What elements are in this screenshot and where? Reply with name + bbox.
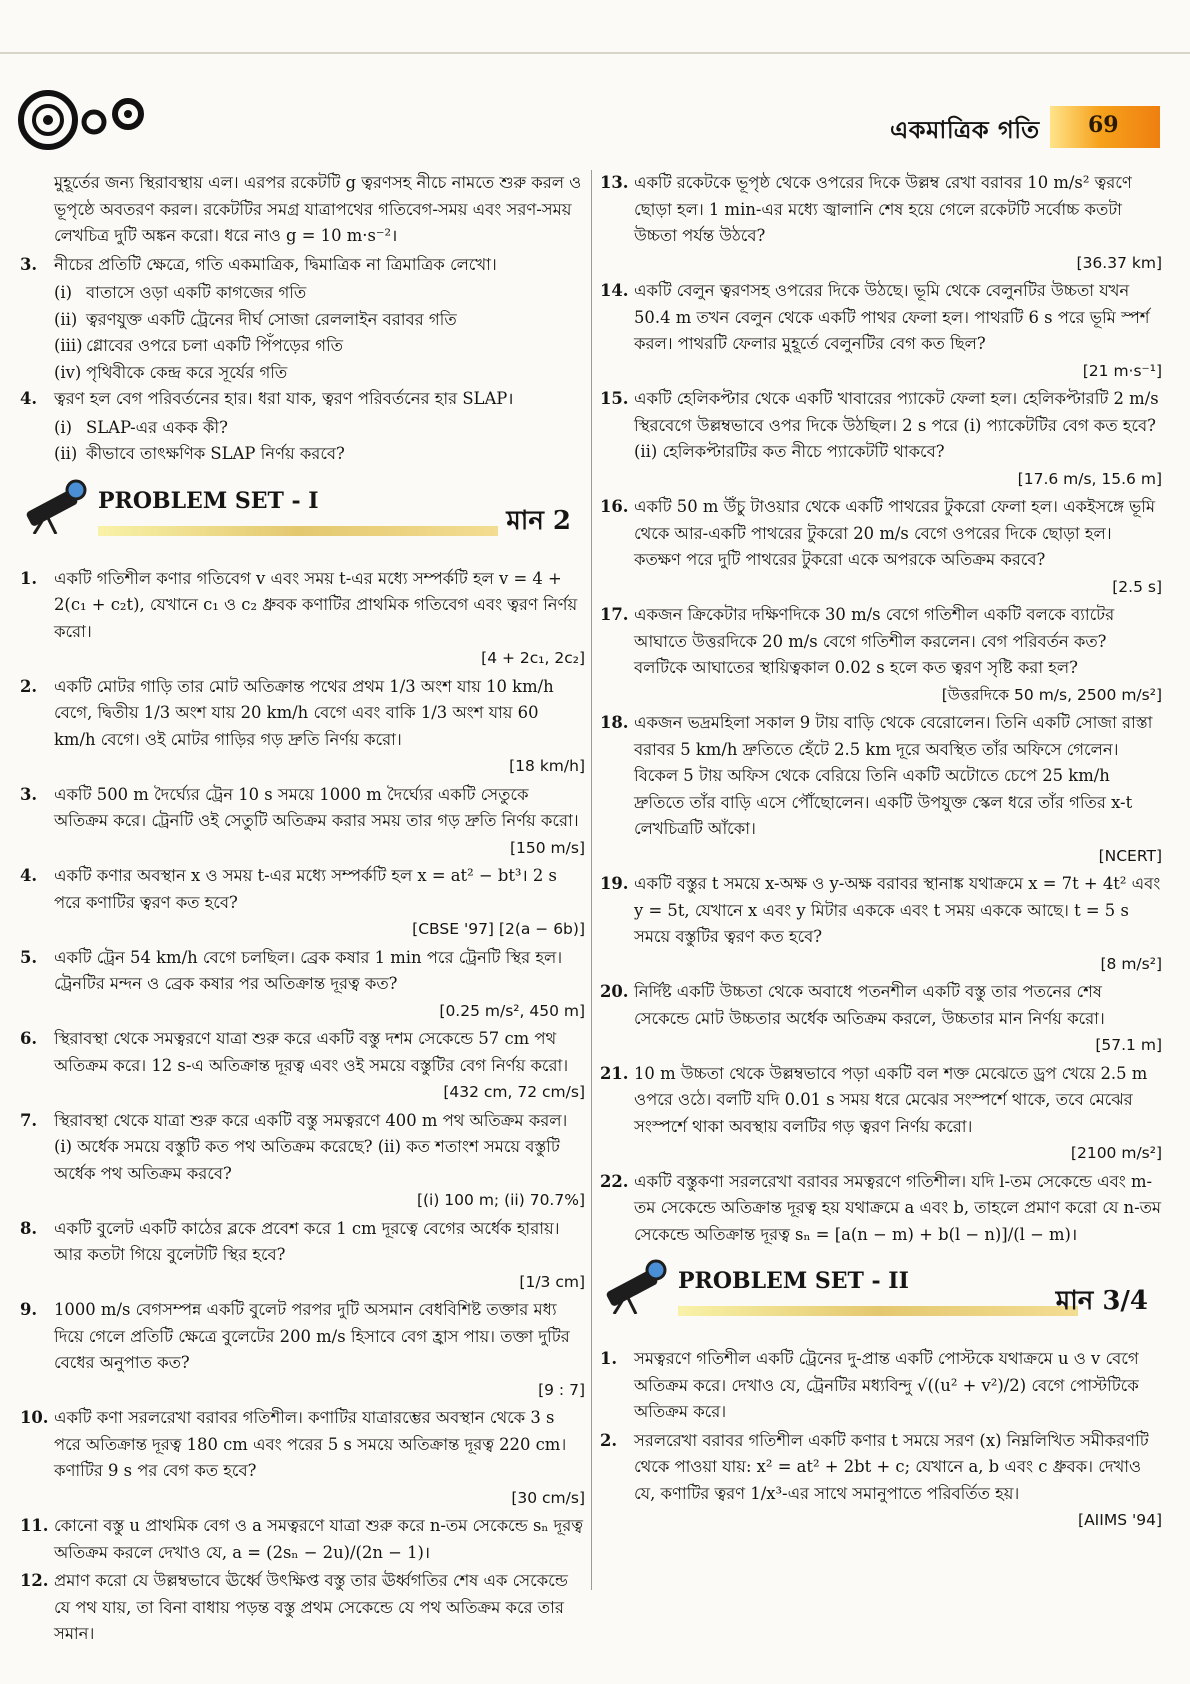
problem-6: 6. স্থিরাবস্থা থেকে সমত্বরণে যাত্রা শুরু করে একটি বস্তু দশম সেকেন্ডে 57 cm পথ অতিক্রম করে। 12 s-এ অতিক্রান্ত দূরত্ব এবং ওই সময়ে বস্তুটির বেগ নির্ণয় করো। [432 cm, 72 cm/s] [20,1026,585,1106]
answer: [উত্তরদিকে 50 m/s, 2500 m/s²] [941,685,1162,704]
column-divider [591,170,592,1590]
answer: [36.37 km] [1076,253,1162,272]
answer: [AIIMS '94] [1078,1511,1162,1529]
header-rule [0,52,1190,54]
gear-brain-logo-icon [16,84,166,154]
list-item: (i) SLAP-এর একক কী? [54,417,228,437]
problem-1: 1. একটি গতিশীল কণার গতিবেগ v এবং সময় t-এর মধ্যে সম্পর্কটি হল v = 4 + 2(c₁ + c₂t), যেখানে c₁ ও c₂ ধ্রুবক কণাটির প্রাথমিক গতিবেগ এবং ত্বরণ নির্ণয় করো। [4 + 2c₁, 2c₂] [20,566,585,672]
problem-22: 22. একটি বস্তুকণা সরলরেখা বরাবর সমত্বরণে গতিশীল। যদি l-তম সেকেন্ডে এবং m-তম সেকেন্ডে অতিক্রান্ত দূরত্ব হয় যথাক্রমে a এবং b, তাহলে প্রমাণ করো যে n-তম সেকেন্ডে অতিক্রান্ত দূরত্ব sₙ = [a(n − m) + b(l − n)]/(l − m)। [600,1171,1162,1244]
answer: [17.6 m/s, 15.6 m] [1017,469,1162,488]
question-3 [20,252,585,279]
problem-set-title: PROBLEM SET - II [678,1268,909,1294]
problem-2: 2. একটি মোটর গাড়ি তার মোট অতিক্রান্ত পথের প্রথম 1/3 অংশ যায় 10 km/h বেগে, দ্বিতীয় 1/3 অংশ যায় 20 km/h বেগে এবং বাকি 1/3 অংশ যায় 60 km/h বেগে। ওই মোটর গাড়ির গড় দ্রুতি নির্ণয় করো। [18 km/h] [20,674,585,780]
problem-set-1-header [20,474,585,562]
problem-7: 7. স্থিরাবস্থা থেকে যাত্রা শুরু করে একটি বস্তু সমত্বরণে 400 m পথ অতিক্রম করল। (i) অর্ধেক সময়ে বস্তুটি কত পথ অতিক্রম করেছে? (ii) কত শতাংশ সময়ে বস্তুটি অর্ধেক পথ অতিক্রম করবে? [(i) 100 m; (ii) 70.7%] [20,1108,585,1214]
question-4 [20,386,585,413]
answer: [4 + 2c₁, 2c₂] [481,649,585,667]
answer: [150 m/s] [509,838,585,857]
marks-label: মান 2 [506,505,571,536]
chapter-title: একমাত্রিক গতি [890,115,1040,144]
problem-set-bar [678,1306,1078,1316]
set2-problem-2: 2. সরলরেখা বরাবর গতিশীল একটি কণার t সময়ে সরণ (x) নিম্নলিখিত সমীকরণটি থেকে পাওয়া যায়: x² = at² + 2bt + c; যেখানে a, b এবং c ধ্রুবক। দেখাও যে, কণাটির ত্বরণ 1/x³-এর সাথে সমানুপাতে পরিবর্তিত হয়। [AIIMS '94] [600,1428,1162,1534]
problem-14: 14. একটি বেলুন ত্বরণসহ ওপরের দিকে উঠছে। ভূমি থেকে বেলুনটির উচ্চতা যখন 50.4 m তখন বেলুন থেকে একটি পাথর ফেলা হল। পাথরটি 6 s পরে ভূমি স্পর্শ করল। পাথরটি ফেলার মুহূর্তে বেলুনটির বেগ কত ছিল? [21 m·s⁻¹] [600,278,1162,384]
answer: [9 : 7] [538,1380,585,1399]
telescope-icon [20,478,90,534]
list-item: (ii) ত্বরণযুক্ত একটি ট্রেনের দীর্ঘ সোজা রেললাইন বরাবর গতি [54,309,457,329]
answer: [18 km/h] [509,757,585,775]
answer: [1/3 cm] [519,1272,585,1291]
problem-19: 19. একটি বস্তুর t সময়ে x-অক্ষ ও y-অক্ষ বরাবর স্থানাঙ্ক যথাক্রমে x = 7t + 4t² এবং y = 5t, যেখানে x এবং y মিটার এককে এবং t সময় এককে আছে। t = 5 s সময়ে বস্তুটির ত্বরণ কত হবে? [8 m/s²] [600,871,1162,977]
problem-4: 4. একটি কণার অবস্থান x ও সময় t-এর মধ্যে সম্পর্কটি হল x = at² − bt³। 2 s পরে কণাটির ত্বরণ কত হবে? [CBSE '97] [2(a − 6b)] [20,863,585,943]
answer: [2100 m/s²] [1070,1144,1162,1162]
problem-20: 20. নির্দিষ্ট একটি উচ্চতা থেকে অবাধে পতনশীল একটি বস্তু তার পতনের শেষ সেকেন্ডে মোট উচ্চতার অর্ধেক অতিক্রম করলে, উচ্চতার মান নির্ণয় করো। [57.1 m] [600,979,1162,1059]
problem-17: 17. একজন ক্রিকেটার দক্ষিণদিকে 30 m/s বেগে গতিশীল একটি বলকে ব্যাটের আঘাতে উত্তরদিকে 20 m/s বেগে গতিশীল করলেন। বেগ পরিবর্তন কত? বলটিকে আঘাতের স্থায়িত্বকাল 0.02 s হলে কত ত্বরণ সৃষ্টি করা হল? [উত্তরদিকে 50 m/s, 2500 m/s²] [600,602,1162,708]
question-number: 4. [20,389,38,408]
marks-label: মান 3/4 [1055,1286,1148,1316]
question-text: নীচের প্রতিটি ক্ষেত্রে, গতি একমাত্রিক, দ্বিমাত্রিক না ত্রিমাত্রিক লেখো। [54,254,497,274]
answer: [8 m/s²] [1100,954,1162,973]
problem-5: 5. একটি ট্রেন 54 km/h বেগে চলছিল। ব্রেক কষার 1 min পরে ট্রেনটি স্থির হল। ট্রেনটির মন্দন ও ব্রেক কষার পর অতিক্রান্ত দূরত্ব কত? [0.25 m/s², 450 m] [20,945,585,1025]
answer: [57.1 m] [1095,1036,1162,1054]
list-item: (i) বাতাসে ওড়া একটি কাগজের গতি [54,283,307,302]
answer: [21 m·s⁻¹] [1082,361,1162,380]
problem-12: 12. প্রমাণ করো যে উল্লম্বভাবে ঊর্ধ্বে উৎক্ষিপ্ত বস্তু তার ঊর্ধ্বগতির শেষ এক সেকেন্ডে যে পথ যায়, তা বিনা বাধায় পড়ন্ত বস্তু প্রথম সেকেন্ডে যে পথ অতিক্রম করে তার সমান। [20,1571,568,1643]
left-column [20,170,585,1650]
list-item: (ii) কীভাবে তাৎক্ষণিক SLAP নির্ণয় করবে? [54,444,345,463]
answer: [NCERT] [1098,846,1162,865]
problem-16: 16. একটি 50 m উঁচু টাওয়ার থেকে একটি পাথরের টুকরো ফেলা হল। একইসঙ্গে ভূমি থেকে আর-একটি পাথরের টুকরো 20 m/s বেগে ওপরের দিকে ছোড়া হল। কতক্ষণ পরে দুটি পাথরের টুকরো একে অপরকে অতিক্রম করবে? [2.5 s] [600,494,1162,600]
question-4-subitems [20,415,585,468]
intro-text: মুহূর্তের জন্য স্থিরাবস্থায় এল। এরপর রকেটটি g ত্বরণসহ নীচে নামতে শুরু করল ও ভূপৃষ্ঠে অবতরণ করল। রকেটটির সমগ্র যাত্রাপথের গতিবেগ-সময় এবং সরণ-সময় লেখচিত্র দুটি অঙ্কন করো। ধরে নাও g = 10 m·s⁻²। [54,173,582,245]
answer: [432 cm, 72 cm/s] [443,1083,585,1101]
problem-8: 8. একটি বুলেট একটি কাঠের ব্লকে প্রবেশ করে 1 cm দূরত্বে বেগের অর্ধেক হারায়। আর কতটা গিয়ে বুলেটটি স্থির হবে? [1/3 cm] [20,1216,585,1296]
answer: [CBSE '97] [2(a − 6b)] [412,920,585,938]
list-item: (iii) গ্লোবের ওপরে চলা একটি পিঁপড়ের গতি [54,336,343,355]
problem-13: 13. একটি রকেটকে ভূপৃষ্ঠ থেকে ওপরের দিকে উল্লম্ব রেখা বরাবর 10 m/s² ত্বরণে ছোড়া হল। 1 min-এর মধ্যে জ্বালানি শেষ হয়ে গেলে রকেটটি সর্বোচ্চ কতটা উচ্চতা পর্যন্ত উঠবে? [36.37 km] [600,170,1162,276]
problem-18: 18. একজন ভদ্রমহিলা সকাল 9 টায় বাড়ি থেকে বেরোলেন। তিনি একটি সোজা রাস্তা বরাবর 5 km/h দ্রুতিতে হেঁটে 2.5 km দূরে অবস্থিত তাঁর অফিসে গেলেন। বিকেল 5 টায় অফিস থেকে বেরিয়ে তিনি একটি অটোতে চেপে 25 km/h দ্রুতিতে তাঁর বাড়ি এসে পৌঁছোলেন। একটি উপযুক্ত স্কেল ধরে তাঁর গতির x-t লেখচিত্রটি আঁকো। [NCERT] [600,710,1162,869]
question-number: 3. [20,254,38,274]
problem-10: 10. একটি কণা সরলরেখা বরাবর গতিশীল। কণাটির যাত্রারম্ভের অবস্থান থেকে 3 s পরে অতিক্রান্ত দূরত্ব 180 cm এবং পরের 5 s সময়ে অতিক্রান্ত দূরত্ব 220 cm। কণাটির 9 s পর বেগ কত হবে? [30 cm/s] [20,1405,585,1511]
question-text: ত্বরণ হল বেগ পরিবর্তনের হার। ধরা যাক, ত্বরণ পরিবর্তনের হার SLAP। [54,389,514,408]
telescope-icon [600,1258,670,1314]
answer: [30 cm/s] [511,1488,585,1507]
problem-11: 11. কোনো বস্তু u প্রাথমিক বেগ ও a সমত্বরণে যাত্রা শুরু করে n-তম সেকেন্ডে sₙ দূরত্ব অতিক্রম করলে দেখাও যে, a = (2sₙ − 2u)/(2n − 1)। [20,1516,583,1562]
problem-21: 21. 10 m উচ্চতা থেকে উল্লম্বভাবে পড়া একটি বল শক্ত মেঝেতে ড্রপ খেয়ে 2.5 m ওপরে ওঠে। বলটি যদি 0.01 s সময় ধরে মেঝের সংস্পর্শে থাকে, তবে মেঝের সংস্পর্শে থাকা অবস্থায় বলটির গড় ত্বরণ নির্ণয় করো। [2100 m/s²] [600,1061,1162,1167]
answer: [(i) 100 m; (ii) 70.7%] [416,1191,585,1209]
set2-problem-1: 1. সমত্বরণে গতিশীল একটি ট্রেনের দু-প্রান্ত একটি পোস্টকে যথাক্রমে u ও v বেগে অতিক্রম করে। দেখাও যে, ট্রেনটির মধ্যবিন্দু √((u² + v²)/2) বেগে পোস্টটিকে অতিক্রম করে। [600,1349,1139,1421]
problem-set-bar [98,526,498,536]
answer: [2.5 s] [1112,577,1162,596]
list-item: (iv) পৃথিবীকে কেন্দ্র করে সূর্যের গতি [54,362,288,382]
page-number: 69 [1088,112,1119,138]
intro-continuation [20,170,585,250]
right-column [600,170,1162,1536]
problem-15: 15. একটি হেলিকপ্টার থেকে একটি খাবারের প্যাকেট ফেলা হল। হেলিকপ্টারটি 2 m/s স্থিরবেগে উল্লম্বভাবে ওপর দিকে উঠছিল। 2 s পরে (i) প্যাকেটটির বেগ কত হবে? (ii) হেলিকপ্টারটির কত নীচে প্যাকেটটি থাকবে? [17.6 m/s, 15.6 m] [600,386,1162,492]
problem-9: 9. 1000 m/s বেগসম্পন্ন একটি বুলেট পরপর দুটি অসমান বেধবিশিষ্ট তক্তার মধ্য দিয়ে গেলে প্রতিটি ক্ষেত্রে বুলেটের 200 m/s হিসাবে বেগ হ্রাস পায়। তক্তা দুটির বেধের অনুপাত কত? [9 : 7] [20,1297,585,1403]
problem-set-2-header [600,1254,1162,1342]
problem-set-title: PROBLEM SET - I [98,487,319,514]
question-3-subitems [20,280,585,386]
answer: [0.25 m/s², 450 m] [439,1001,585,1020]
problem-3: 3. একটি 500 m দৈর্ঘ্যের ট্রেন 10 s সময়ে 1000 m দৈর্ঘ্যের একটি সেতুকে অতিক্রম করে। ট্রেনটি ওই সেতুটি অতিক্রম করার সময় তার গড় দ্রুতি নির্ণয় করো। [150 m/s] [20,782,585,862]
